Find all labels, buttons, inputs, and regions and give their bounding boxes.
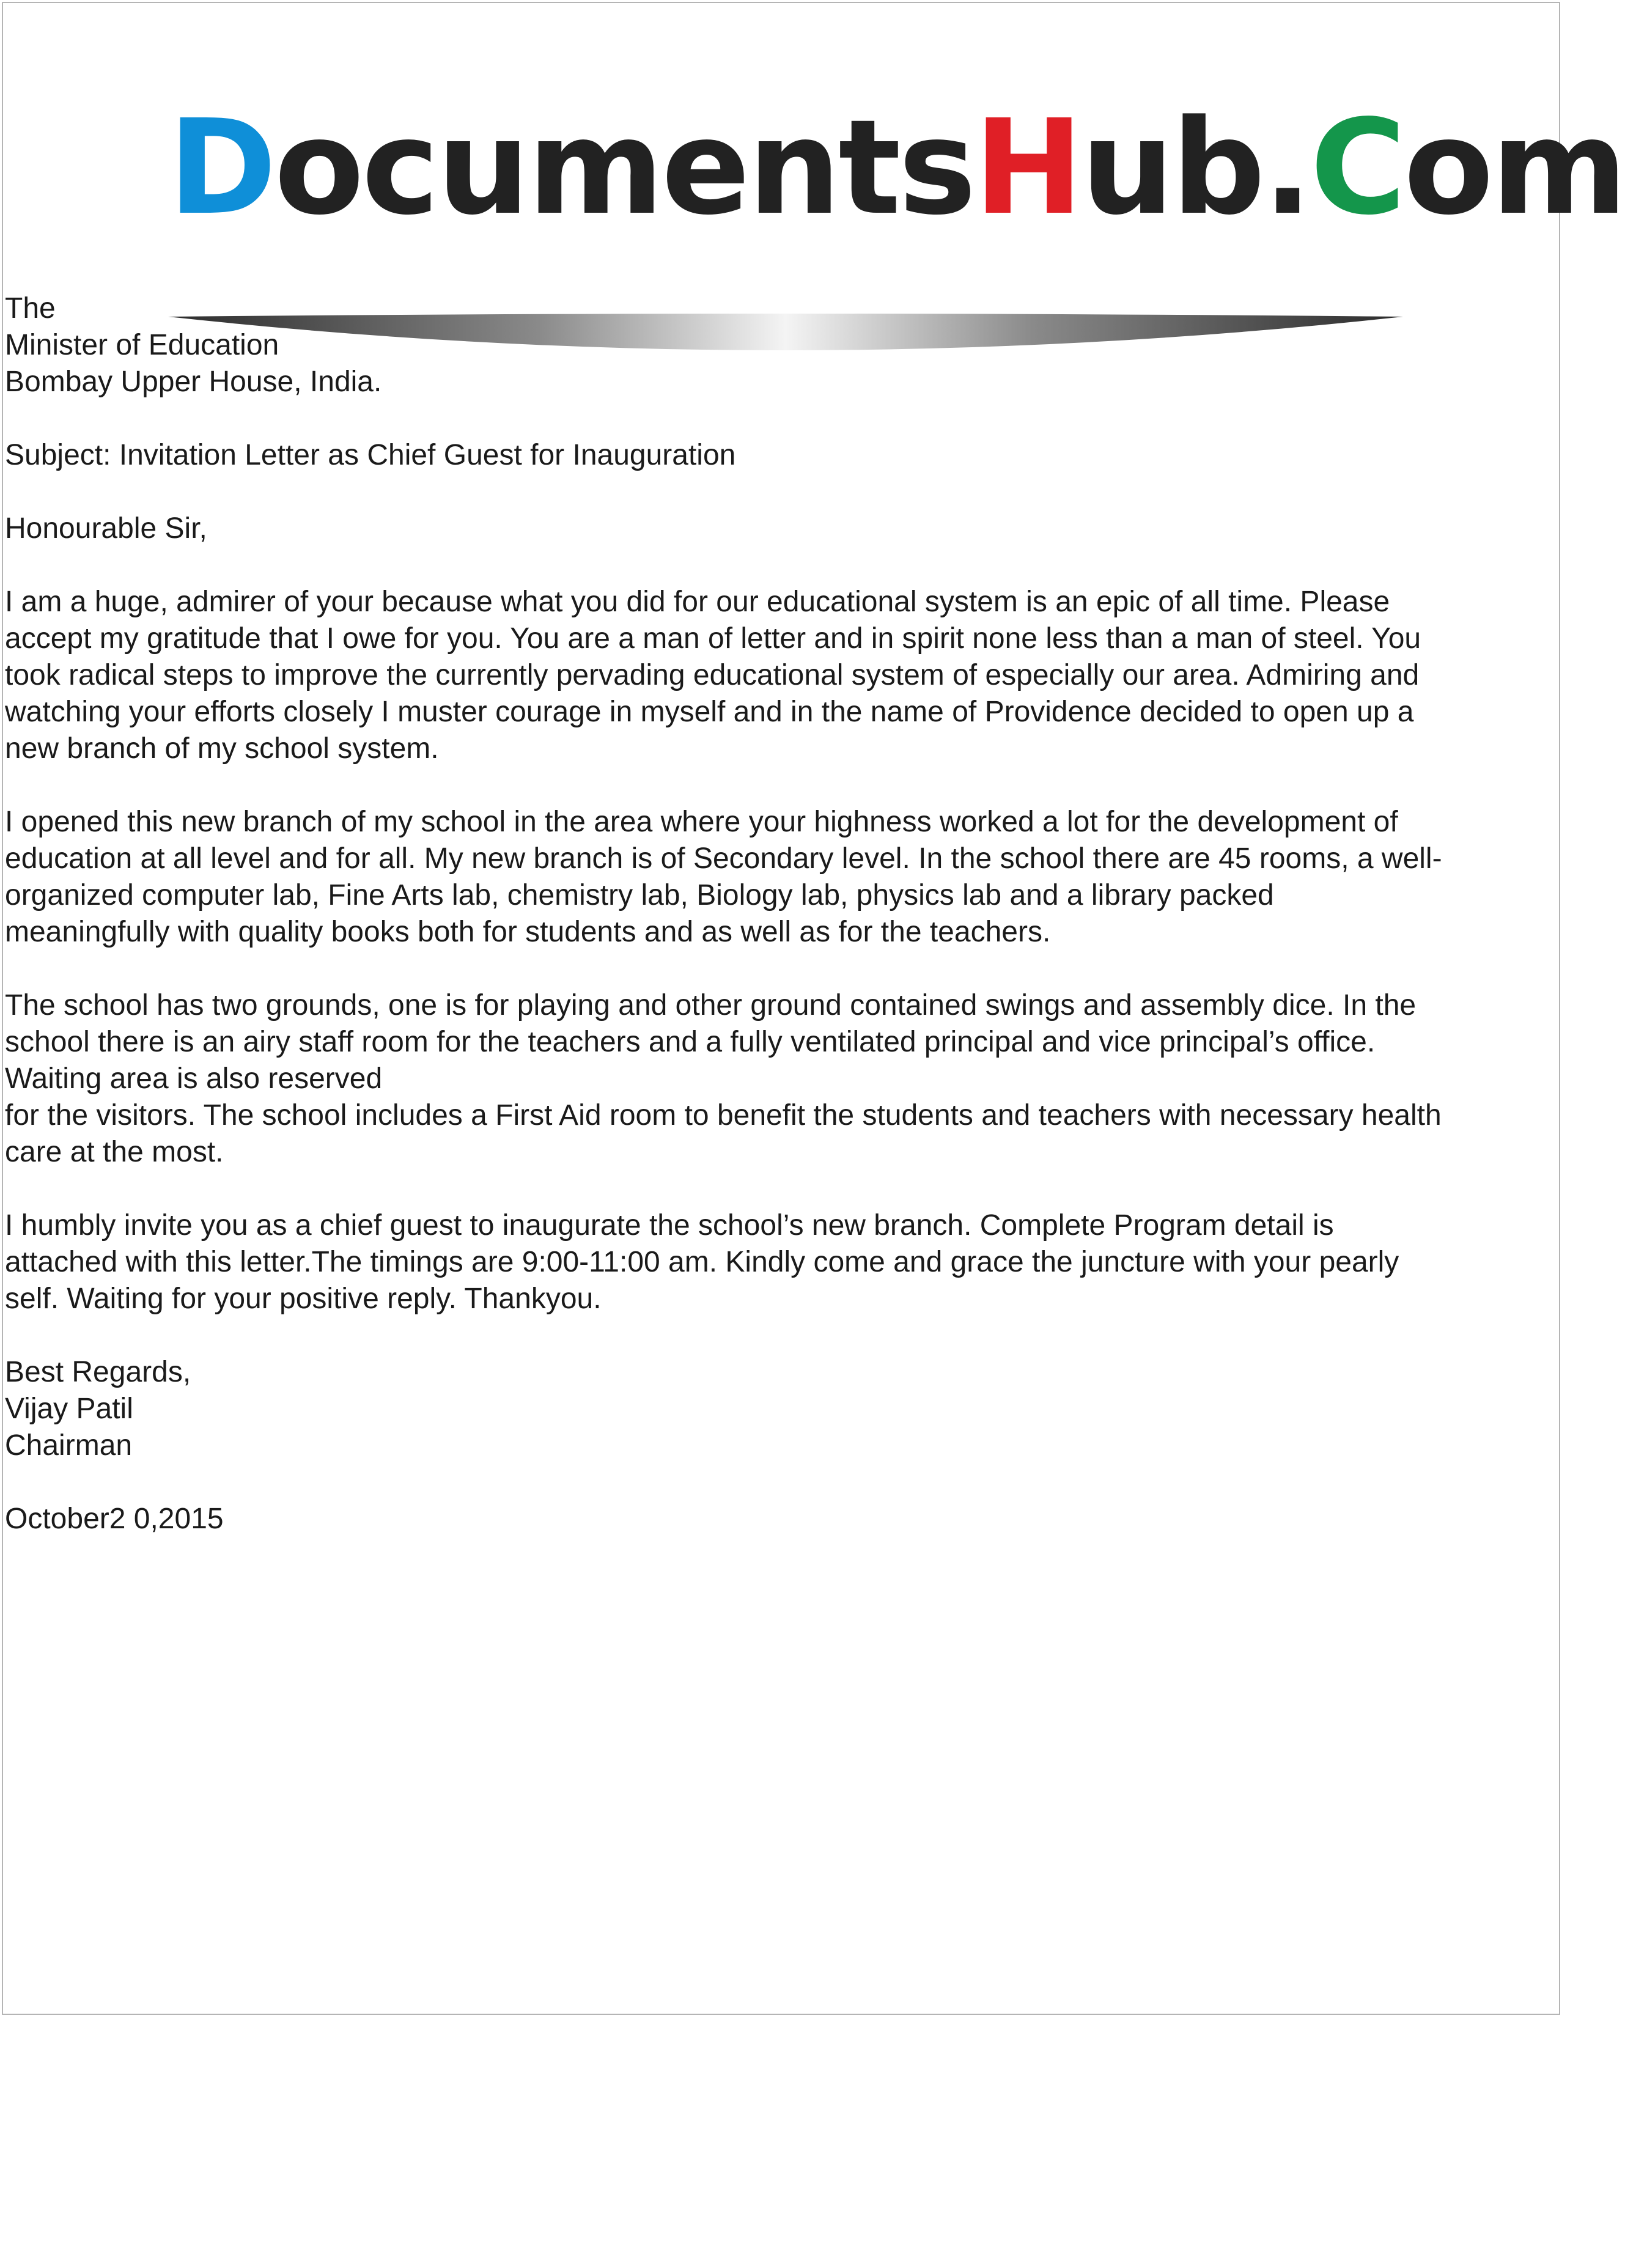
paragraph-line: attached with this letter.The timings are 9:00-11:00 am. Kindly come and grace the juncture with your pearly xyxy=(5,1246,1399,1278)
logo-part-c: C xyxy=(1310,92,1404,244)
paragraph-line: accept my gratitude that I owe for you. You are a man of letter and in spirit none less than a man of steel. You xyxy=(5,622,1421,655)
paragraph-line: watching your efforts closely I muster courage in myself and in the name of Providence decided to open up a xyxy=(5,696,1414,728)
letter-date: October2 0,2015 xyxy=(5,1503,224,1535)
letter-body xyxy=(5,290,1546,1537)
logo-part-d: D xyxy=(168,92,275,244)
closing-regards: Best Regards, xyxy=(5,1356,191,1388)
salutation: Honourable Sir, xyxy=(5,512,207,545)
page-frame xyxy=(2,2,1625,2015)
signatory-name: Vijay Patil xyxy=(5,1393,133,1425)
paragraph-1 xyxy=(5,584,1546,767)
paragraph-line: new branch of my school system. xyxy=(5,732,439,765)
logo-wordmark xyxy=(168,92,1625,245)
address-line-2: Minister of Education xyxy=(5,329,279,361)
paragraph-line: education at all level and for all. My new branch is of Secondary level. In the school there are 45 rooms, a well- xyxy=(5,842,1442,875)
logo-part-ub: ub. xyxy=(1081,92,1310,244)
signatory-title: Chairman xyxy=(5,1429,133,1462)
paragraph-2 xyxy=(5,804,1546,951)
paragraph-line: Waiting area is also reserved xyxy=(5,1062,383,1095)
paragraph-line: I am a huge, admirer of your because what you did for our educational system is an epic of all time. Please xyxy=(5,586,1390,618)
paragraph-3 xyxy=(5,987,1546,1171)
paragraph-4 xyxy=(5,1207,1546,1317)
paragraph-line: took radical steps to improve the currently pervading educational system of especially our area. Admiring and xyxy=(5,659,1420,691)
paragraph-line: self. Waiting for your positive reply. Thankyou. xyxy=(5,1283,602,1315)
paragraph-line: school there is an airy staff room for the teachers and a fully ventilated principal and vice principal’s office. xyxy=(5,1026,1376,1058)
logo-part-h: H xyxy=(974,92,1081,244)
logo-part-om: om xyxy=(1404,92,1625,244)
subject-line: Subject: Invitation Letter as Chief Guest for Inauguration xyxy=(5,439,736,471)
paragraph-line: care at the most. xyxy=(5,1136,224,1168)
address-line-1: The xyxy=(5,292,56,325)
address-line-3: Bombay Upper House, India. xyxy=(5,366,382,398)
paragraph-line: The school has two grounds, one is for playing and other ground contained swings and assembly dice. In the xyxy=(5,989,1417,1022)
logo-part-ocuments: ocuments xyxy=(274,92,975,244)
paragraph-line: meaningfully with quality books both for students and as well as for the teachers. xyxy=(5,916,1051,948)
documentshub-logo xyxy=(168,92,1625,287)
paragraph-line: I opened this new branch of my school in the area where your highness worked a lot for the development of xyxy=(5,806,1398,838)
paragraph-line: I humbly invite you as a chief guest to inaugurate the school’s new branch. Complete Program detail is xyxy=(5,1209,1334,1242)
paragraph-line: organized computer lab, Fine Arts lab, chemistry lab, Biology lab, physics lab and a library packed xyxy=(5,879,1274,911)
paragraph-line: for the visitors. The school includes a First Aid room to benefit the students and teachers with necessary health xyxy=(5,1099,1442,1132)
